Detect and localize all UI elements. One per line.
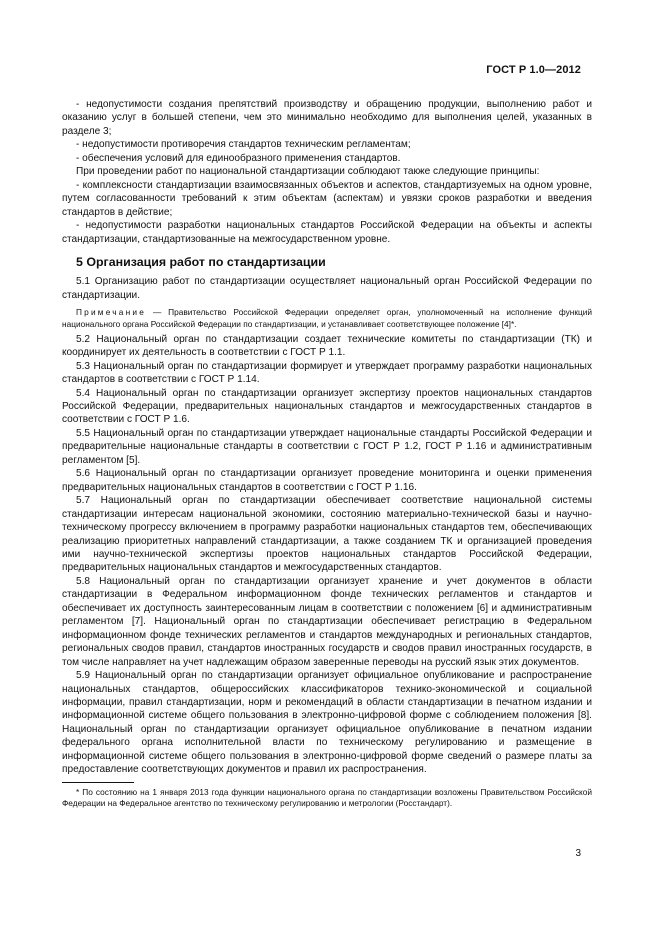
clause-5-1: 5.1 Организацию работ по стандартизации осуществляет национальный орган Российской Федерации по стандартизации. bbox=[62, 276, 592, 301]
note-label: Примечание bbox=[76, 307, 147, 318]
page-body bbox=[62, 98, 592, 809]
clause-5-4: 5.4 Национальный орган по стандартизации организует экспертизу проектов национальных стандартов Российской Федерации, предварительных национальных стандартов и межгосударственных стандартов в соответствии с ГОСТ Р 1.6. bbox=[62, 387, 592, 426]
clause-5-6: 5.6 Национальный орган по стандартизации организует проведение мониторинга и оценки применения предварительных национальных стандартов в соответствии с ГОСТ Р 1.16. bbox=[62, 468, 592, 493]
footnote: * По состоянию на 1 января 2013 года функции национального органа по стандартизации возложены Правительством Российской Федерации на Федеральное агентство по техническому регулированию и метрологии (Росстандарт). bbox=[62, 786, 592, 808]
footnote-divider bbox=[62, 782, 134, 783]
page-number: 3 bbox=[575, 848, 581, 859]
intro-paragraph: - обеспечения условий для единообразного применения стандартов. bbox=[76, 152, 401, 164]
clause-5-5: 5.5 Национальный орган по стандартизации утверждает национальные стандарты Российской Федерации и предварительные национальные стандарты в соответствии с ГОСТ Р 1.2, ГОСТ Р 1.16 и административным регламентом [5]. bbox=[62, 427, 592, 466]
clause-5-8: 5.8 Национальный орган по стандартизации организует хранение и учет документов в области стандартизации в Федеральном информационном фонде технических регламентов и стандартов и обеспечивает их доступность заинтересованным лицам в соответствии с положением [6] и административным регламентом [7]. Национальный орган по стандартизации обеспечивает регистрацию в Федеральном информационном фонде технических регламентов и стандартов международных и региональных стандартов, региональных сводов правил, стандартов иностранных государств и сводов правил иностранных государств, в том числе направляет на учет надлежащим образом заверенные переводы на русский язык этих документов. bbox=[62, 575, 592, 668]
note bbox=[62, 307, 592, 329]
intro-paragraph: - недопустимости создания препятствий производству и обращению продукции, выполнению работ и оказанию услуг в большей степени, чем это минимально необходимо для выполнения целей, указанных в разделе 3; bbox=[62, 99, 592, 137]
clause-5-3: 5.3 Национальный орган по стандартизации формирует и утверждает программу разработки национальных стандартов в соответствии с ГОСТ Р 1.14. bbox=[62, 360, 592, 386]
clause-5-7: 5.7 Национальный орган по стандартизации обеспечивает соответствие национальной системы стандартизации интересам национальной экономики, состоянию материально-технической базы и научно-техническому прогрессу включением в программу разработки национальных стандартов тем, обеспечивающих реализацию приоритетных направлений стандартизации, а также созданием ТК и организацией проведения ими научно-технической экспертизы проектов национальных стандартов Российской Федерации, предварительных национальных стандартов и межгосударственных стандартов. bbox=[62, 495, 592, 574]
intro-paragraph: При проведении работ по национальной стандартизации соблюдают также следующие принципы: bbox=[76, 166, 540, 178]
clause-5-2: 5.2 Национальный орган по стандартизации создает технические комитеты по стандартизации (ТК) и координирует их деятельность в соответствии с ГОСТ Р 1.1. bbox=[62, 333, 592, 359]
intro-paragraph: - комплексности стандартизации взаимосвязанных объектов и аспектов, стандартизуемых на одном уровне, путем согласованности требований к этим объектам (аспектам) и увязки сроков разработки и введения стандартов в действие; bbox=[62, 179, 592, 218]
document-code-header: ГОСТ Р 1.0—2012 bbox=[486, 64, 581, 76]
intro-paragraph: - недопустимости противоречия стандартов техническим регламентам; bbox=[76, 139, 411, 151]
section-heading: 5 Организация работ по стандартизации bbox=[76, 254, 326, 269]
clause-5-9: 5.9 Национальный орган по стандартизации организует официальное опубликование и распространение национальных стандартов, общероссийских классификаторов технико-экономической и социальной информации, правил стандартизации, норм и рекомендаций в области стандартизации в печатном издании и информационной системе общего пользования в электронно-цифровой форме с соблюдением положения [8]. Национальный орган по стандартизации организует официальное опубликование в печатном издании федерального органа исполнительной власти по техническому регулированию и размещение в информационной системе общего пользования в электронно-цифровой форме сведений о размере платы за предоставление соответствующих документов и правил их распространения. bbox=[62, 670, 592, 776]
note-text: — Правительство Российской Федерации определяет орган, уполномоченный на исполнение функций национального органа Российской Федерации по стандартизации, и устанавливает соответствующее положение [4]*. bbox=[62, 307, 592, 329]
intro-paragraph: - недопустимости разработки национальных стандартов Российской Федерации на объекты и аспекты стандартизации, стандартизованные на межгосударственном уровне. bbox=[62, 220, 592, 245]
